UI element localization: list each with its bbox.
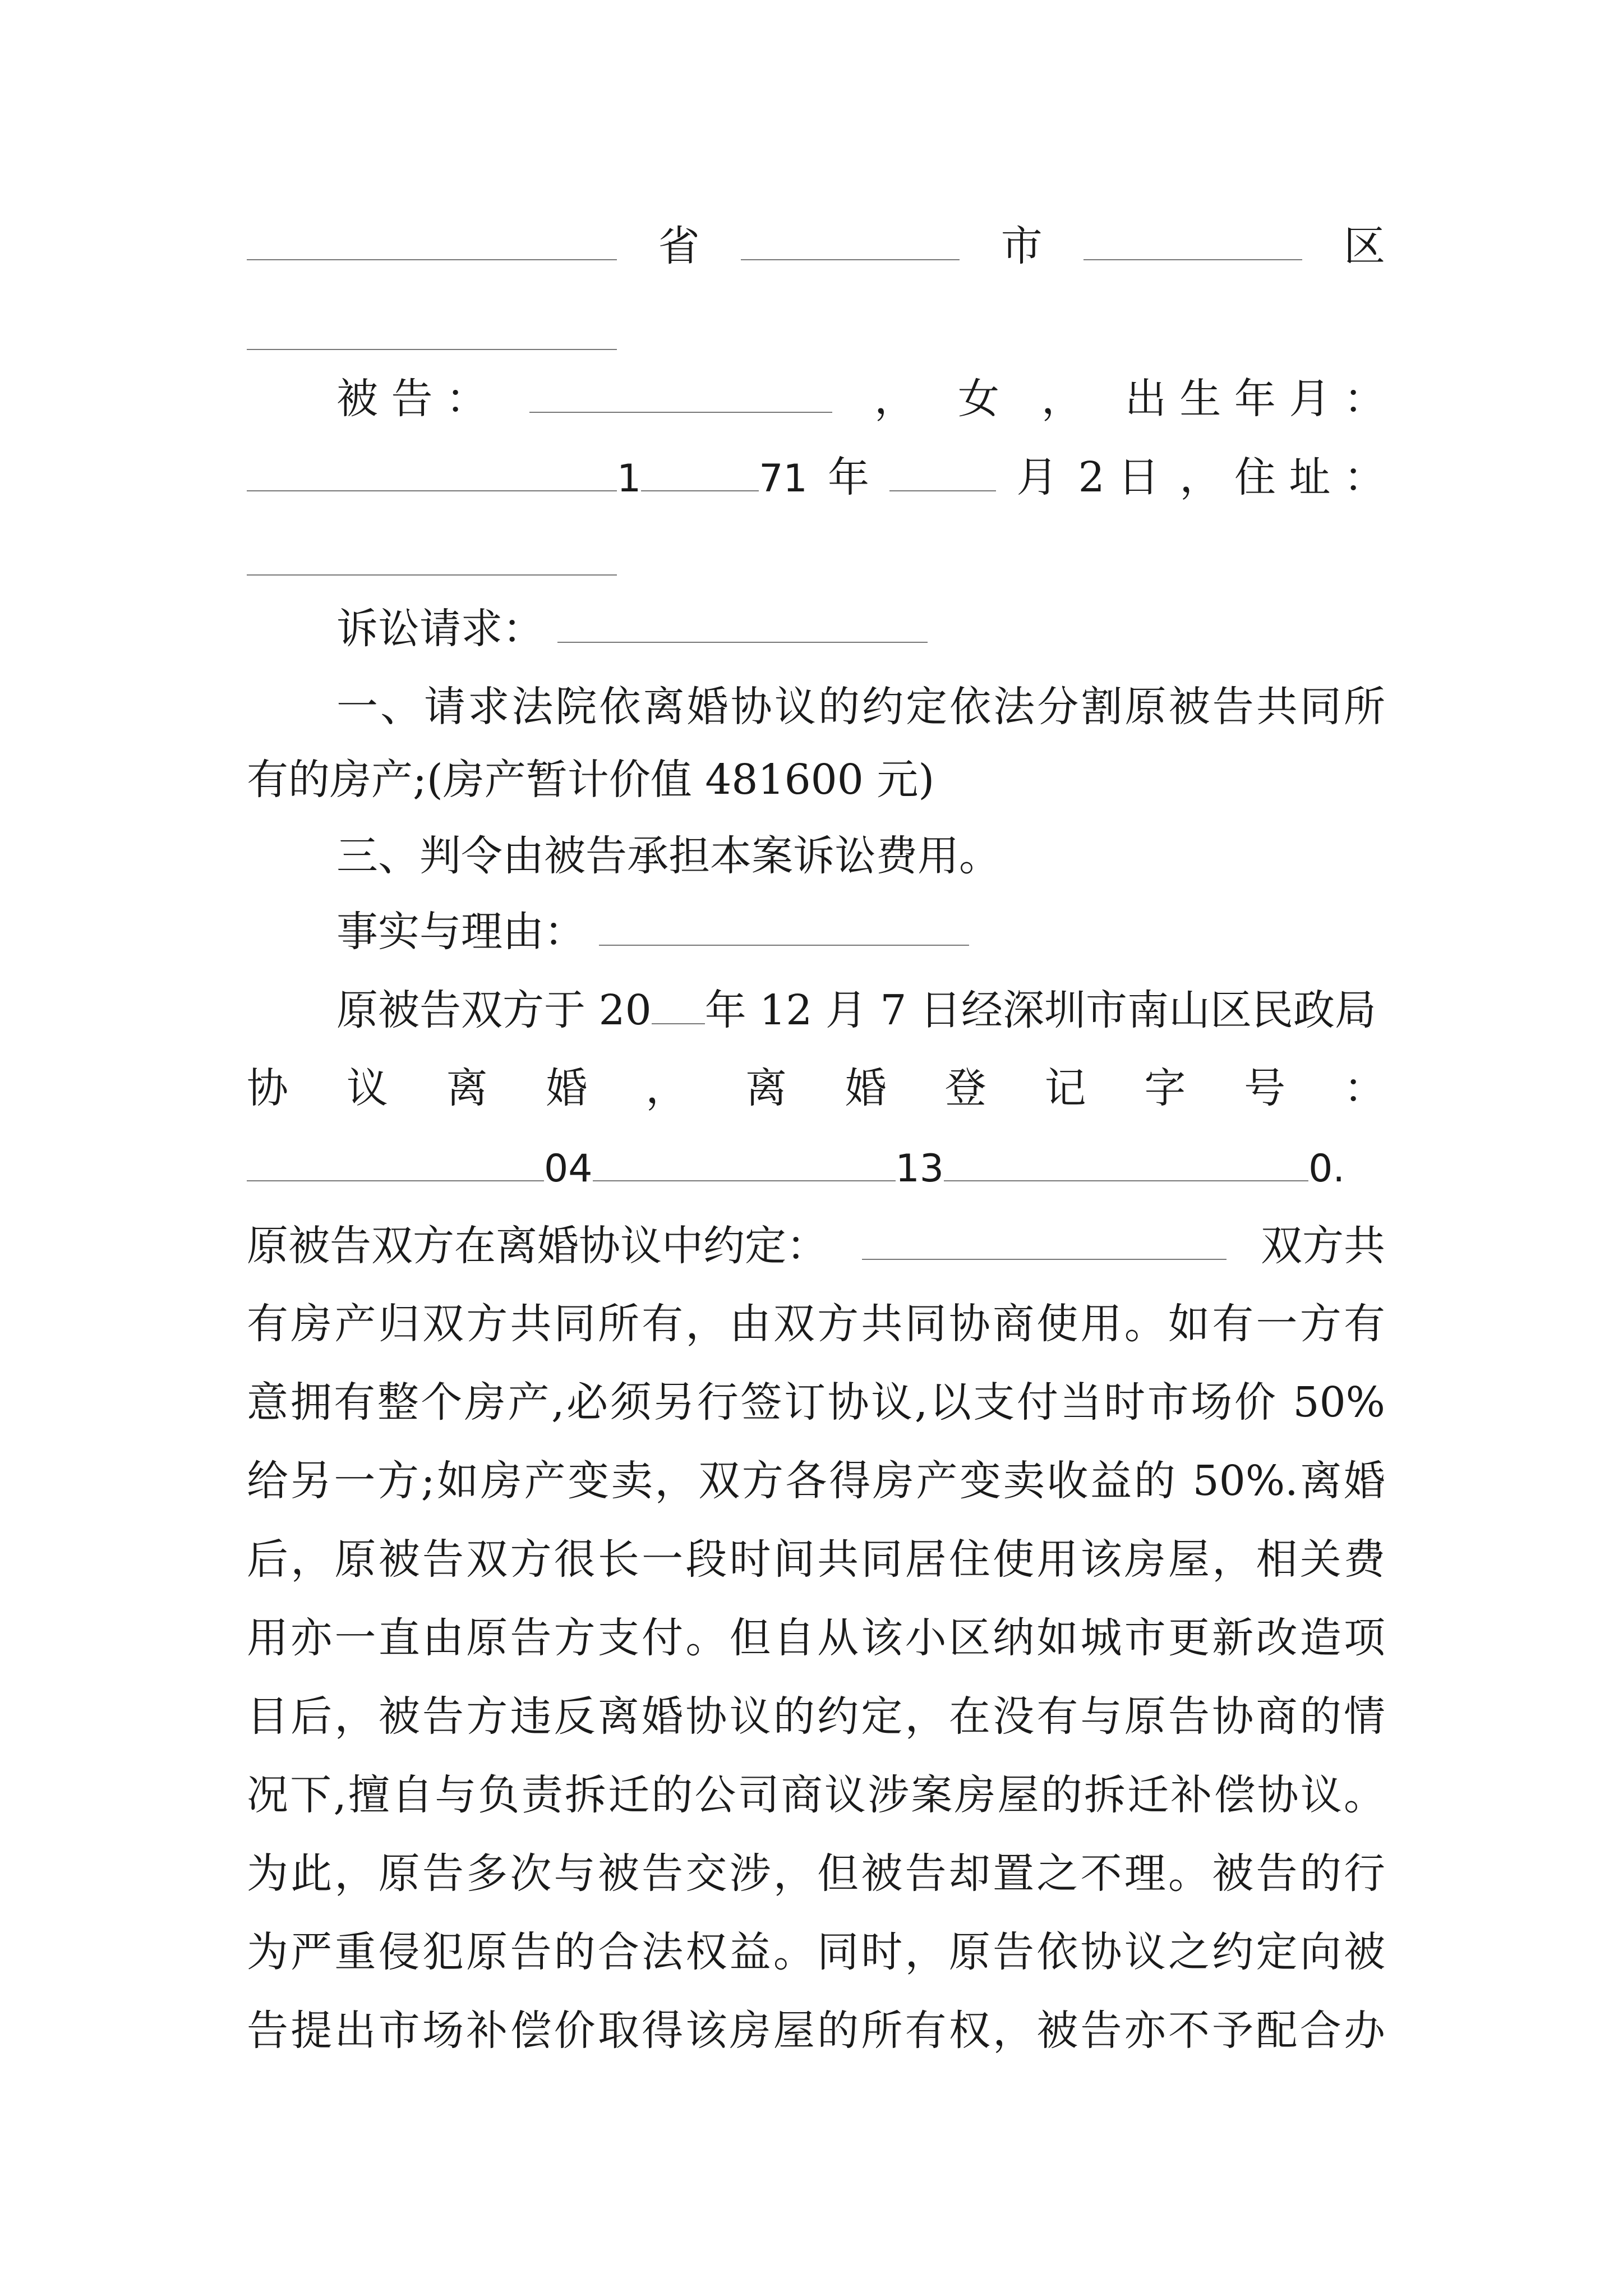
claim-1-line-1 bbox=[336, 673, 1385, 740]
claims-label: 诉讼请求： bbox=[336, 605, 544, 653]
reg-char: 婚 bbox=[845, 1064, 887, 1112]
blank-agreement bbox=[862, 1212, 1227, 1260]
facts-body-line: 意拥有整个房产,必须另行签订协议,以支付当时市场价 50% bbox=[247, 1378, 1385, 1427]
birth-year-label: 年 bbox=[828, 453, 869, 501]
reg-number-13: 13 bbox=[895, 1147, 944, 1191]
birth-month-label: 月 bbox=[1016, 453, 1058, 501]
claim-1-line-2 bbox=[247, 746, 1385, 813]
blank-defendant-name bbox=[529, 365, 832, 413]
defendant-birth-label: 出 生 年 月 ： bbox=[1124, 375, 1385, 423]
defendant-sep-2: ， bbox=[1041, 375, 1083, 423]
defendant-address-label: ， 住 址 ： bbox=[1179, 453, 1385, 501]
defendant-label: 被 告 ： bbox=[336, 375, 488, 423]
birth-digit-71: 71 bbox=[759, 457, 808, 501]
facts-heading-line bbox=[247, 898, 1475, 965]
address-line bbox=[247, 212, 1385, 279]
facts-body-line: 为此，原告多次与被告交涉，但被告却置之不理。被告的行 bbox=[247, 1849, 1385, 1898]
facts-body-line: 有房产归双方共同所有，由双方共同协商使用。如有一方有 bbox=[247, 1300, 1385, 1348]
birth-day-text: 2 日 bbox=[1078, 453, 1160, 501]
reg-char: ： bbox=[1343, 1064, 1385, 1112]
facts-body-line: 目后，被告方违反离婚协议的约定，在没有与原告协商的情 bbox=[247, 1692, 1385, 1741]
reg-char: ， bbox=[645, 1064, 688, 1112]
reg-char: 婚 bbox=[546, 1064, 588, 1112]
blank-reg-part-3 bbox=[944, 1133, 1308, 1181]
reg-char: 字 bbox=[1144, 1064, 1186, 1112]
blank-facts bbox=[599, 898, 969, 946]
blank-year-digits bbox=[652, 976, 705, 1024]
blank-birth-mid bbox=[641, 443, 759, 491]
reg-char: 议 bbox=[346, 1064, 388, 1112]
district-label: 区 bbox=[1343, 222, 1385, 270]
defendant-sep-1: ， bbox=[874, 375, 916, 423]
blank-birth-month bbox=[889, 443, 996, 491]
facts-label: 事实与理由： bbox=[336, 908, 585, 956]
reg-number-end: 0. bbox=[1308, 1147, 1345, 1191]
facts-line-1 bbox=[336, 976, 1385, 1043]
facts-body-line: 给另一方;如房产变卖，双方各得房产变卖收益的 50%.离婚 bbox=[247, 1457, 1385, 1505]
birth-year-group bbox=[247, 443, 808, 513]
reg-number-04: 04 bbox=[544, 1147, 593, 1191]
province-label: 省 bbox=[658, 222, 700, 270]
registration-number-line bbox=[247, 1133, 1385, 1200]
facts-body-line: 告提出市场补偿价取得该房屋的所有权，被告亦不予配合办 bbox=[247, 2007, 1385, 2055]
defendant-address-line bbox=[247, 527, 1385, 595]
blank-birth-prefix bbox=[247, 443, 617, 491]
birth-digit-1: 1 bbox=[617, 457, 642, 501]
defendant-line bbox=[336, 365, 1385, 432]
defendant-gender: 女 bbox=[957, 375, 999, 423]
claim-1-continuation: 有的房产;(房产暂计价值 481600 元) bbox=[247, 756, 935, 804]
reg-char: 记 bbox=[1044, 1064, 1086, 1112]
blank-address-continuation bbox=[247, 302, 617, 350]
reg-char: 登 bbox=[944, 1064, 986, 1112]
agreement-text-b: 双方共 bbox=[1261, 1222, 1385, 1270]
registration-label-line bbox=[247, 1055, 1385, 1122]
blank-province-field bbox=[741, 212, 960, 260]
agreement-line bbox=[247, 1212, 1385, 1279]
facts-divorce-date-a: 原被告双方于 20 bbox=[336, 986, 652, 1034]
reg-char: 离 bbox=[745, 1064, 787, 1112]
claim-3-line bbox=[247, 822, 1475, 890]
agreement-text-a: 原被告双方在离婚协议中约定： bbox=[247, 1222, 828, 1270]
birth-date-line bbox=[247, 443, 1385, 510]
reg-char: 号 bbox=[1244, 1064, 1286, 1112]
facts-body-line: 为严重侵犯原告的合法权益。同时，原告依协议之约定向被 bbox=[247, 1928, 1385, 1976]
blank-address-field bbox=[247, 212, 617, 260]
reg-char: 协 bbox=[247, 1064, 288, 1112]
reg-char: 离 bbox=[446, 1064, 488, 1112]
city-label: 市 bbox=[1000, 222, 1043, 270]
facts-divorce-date-b: 年 12 月 7 日经深圳市南山区民政局 bbox=[704, 986, 1377, 1034]
blank-city-field bbox=[1083, 212, 1302, 260]
blank-claims bbox=[557, 595, 928, 643]
claim-3-text: 三、判令由被告承担本案诉讼费用。 bbox=[336, 832, 1000, 880]
claim-1-text: 一、请求法院依离婚协议的约定依法分割原被告共同所 bbox=[336, 683, 1385, 731]
blank-reg-part-1 bbox=[247, 1133, 544, 1181]
facts-body-line: 后，原被告双方很长一段时间共同居住使用该房屋，相关费 bbox=[247, 1535, 1385, 1584]
address-continuation-line bbox=[247, 302, 1385, 369]
facts-body-line: 用亦一直由原告方支付。但自从该小区纳如城市更新改造项 bbox=[247, 1614, 1385, 1662]
claims-heading-line bbox=[247, 595, 1475, 662]
blank-defendant-address bbox=[247, 527, 617, 576]
blank-reg-part-2 bbox=[593, 1133, 896, 1181]
facts-body-line: 况下,擅自与负责拆迁的公司商议涉案房屋的拆迁补偿协议。 bbox=[247, 1771, 1385, 1819]
